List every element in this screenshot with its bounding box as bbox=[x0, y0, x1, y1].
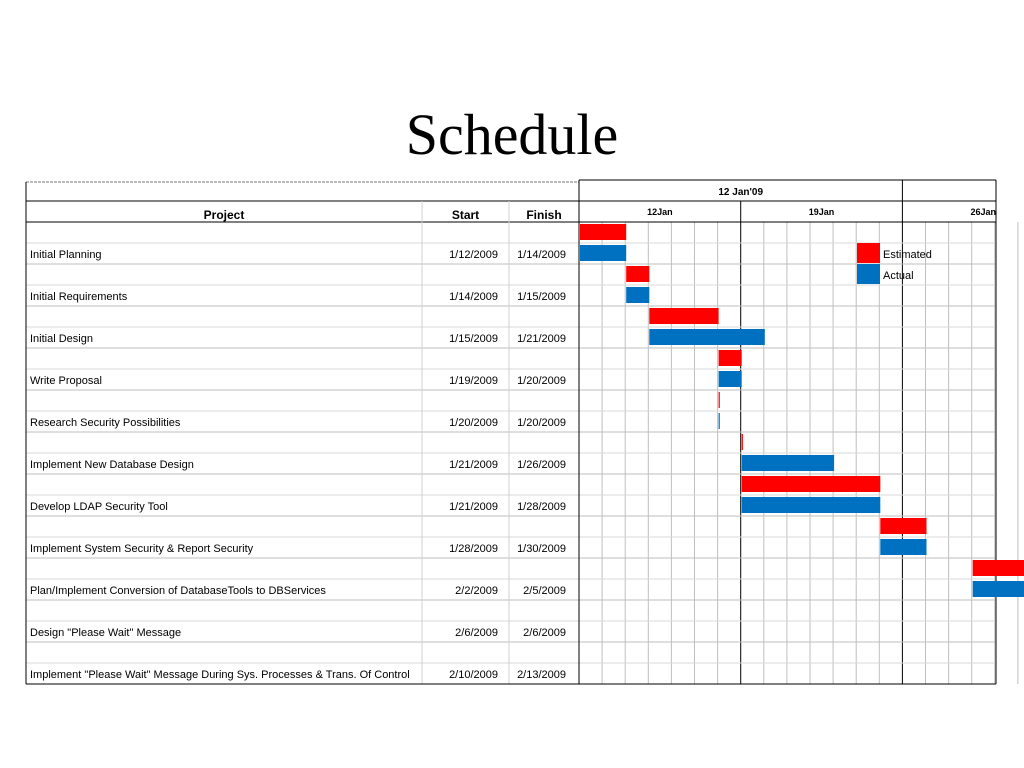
column-header-start: Start bbox=[451, 208, 480, 222]
task-finish: 1/14/2009 bbox=[517, 249, 566, 261]
legend-actual-label: Actual bbox=[883, 270, 914, 282]
estimated-bar bbox=[649, 308, 718, 324]
estimated-bar bbox=[580, 224, 626, 240]
estimated-bar bbox=[742, 476, 881, 492]
actual-bar bbox=[626, 287, 649, 303]
period-header-label: 12 Jan'09 bbox=[718, 187, 764, 198]
actual-bar bbox=[742, 497, 881, 513]
legend-estimated-swatch bbox=[857, 243, 880, 263]
task-start: 1/28/2009 bbox=[449, 543, 498, 555]
task-name: Initial Requirements bbox=[30, 291, 128, 303]
actual-bar bbox=[973, 581, 1024, 597]
legend-estimated-label: Estimated bbox=[883, 249, 932, 261]
actual-bar bbox=[719, 371, 742, 387]
task-name: Implement System Security & Report Security bbox=[30, 543, 254, 555]
task-start: 2/2/2009 bbox=[455, 585, 498, 597]
task-finish: 1/30/2009 bbox=[517, 543, 566, 555]
task-finish: 1/15/2009 bbox=[517, 291, 566, 303]
task-start: 1/14/2009 bbox=[449, 291, 498, 303]
estimated-bar bbox=[626, 266, 649, 282]
page-title: Schedule bbox=[405, 102, 619, 167]
estimated-bar bbox=[719, 392, 720, 408]
week-header-label: 26Jan bbox=[970, 207, 997, 217]
task-finish: 1/20/2009 bbox=[517, 375, 566, 387]
column-header-finish: Finish bbox=[526, 208, 562, 222]
task-name: Develop LDAP Security Tool bbox=[30, 501, 168, 513]
actual-bar bbox=[649, 329, 765, 345]
task-name: Design "Please Wait" Message bbox=[30, 627, 182, 639]
task-name: Initial Planning bbox=[30, 249, 102, 261]
estimated-bar bbox=[742, 434, 743, 450]
task-name: Write Proposal bbox=[30, 375, 102, 387]
task-finish: 1/26/2009 bbox=[517, 459, 566, 471]
task-finish: 1/21/2009 bbox=[517, 333, 566, 345]
task-name: Plan/Implement Conversion of DatabaseTools to DBServices bbox=[30, 585, 326, 597]
task-finish: 2/13/2009 bbox=[517, 669, 566, 681]
task-finish: 2/6/2009 bbox=[523, 627, 566, 639]
task-finish: 1/28/2009 bbox=[517, 501, 566, 513]
task-name: Implement New Database Design bbox=[30, 459, 194, 471]
task-start: 1/19/2009 bbox=[449, 375, 498, 387]
week-header-label: 12Jan bbox=[647, 207, 673, 217]
task-name: Research Security Possibilities bbox=[30, 417, 181, 429]
task-start: 1/20/2009 bbox=[449, 417, 498, 429]
task-start: 1/21/2009 bbox=[449, 459, 498, 471]
task-name: Implement "Please Wait" Message During Sys. Processes & Trans. Of Control bbox=[30, 669, 410, 681]
task-start: 1/12/2009 bbox=[449, 249, 498, 261]
task-start: 1/15/2009 bbox=[449, 333, 498, 345]
week-header-label: 19Jan bbox=[808, 207, 835, 217]
task-finish: 1/20/2009 bbox=[517, 417, 566, 429]
actual-bar bbox=[880, 539, 926, 555]
actual-bar bbox=[580, 245, 626, 261]
estimated-bar bbox=[880, 518, 926, 534]
estimated-bar bbox=[973, 560, 1024, 576]
task-finish: 2/5/2009 bbox=[523, 585, 566, 597]
task-start: 2/6/2009 bbox=[455, 627, 498, 639]
column-header-project: Project bbox=[203, 208, 245, 222]
task-start: 1/21/2009 bbox=[449, 501, 498, 513]
task-name: Initial Design bbox=[30, 333, 93, 345]
actual-bar bbox=[719, 413, 720, 429]
estimated-bar bbox=[719, 350, 742, 366]
task-start: 2/10/2009 bbox=[449, 669, 498, 681]
legend-actual-swatch bbox=[857, 264, 880, 284]
actual-bar bbox=[742, 455, 834, 471]
